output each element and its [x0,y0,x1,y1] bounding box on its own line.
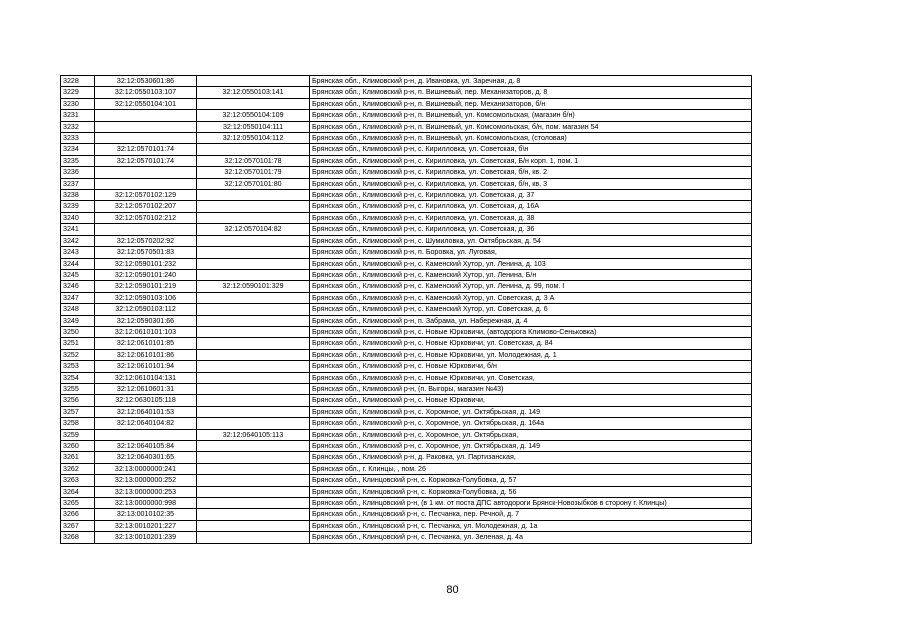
row-number-cell: 3231 [61,110,95,121]
address-cell: Брянская обл., Климовский р-н, с. Каменский Хутор, ул. Советская, д. 6 [310,304,752,315]
cadastral-number-cell: 32:12:0570501:83 [95,247,197,258]
row-number-cell: 3264 [61,486,95,497]
parent-cadastral-number-cell [197,304,310,315]
address-cell: Брянская обл., Клинцовский р-н, с. Коржовка-Голубовка, д. 56 [310,486,752,497]
row-number-cell: 3232 [61,121,95,132]
cadastral-number-cell: 32:13:0000000:252 [95,475,197,486]
row-number-cell: 3256 [61,395,95,406]
address-cell: Брянская обл., Климовский р-н, с. Кирилловка, ул. Советская, д. 37 [310,190,752,201]
cadastral-number-cell [95,224,197,235]
cadastral-number-cell: 32:12:0570102:129 [95,190,197,201]
table-row [61,121,752,132]
table-row [61,383,752,394]
parent-cadastral-number-cell: 32:12:0550104:111 [197,121,310,132]
parent-cadastral-number-cell [197,383,310,394]
row-number-cell: 3249 [61,315,95,326]
table-row [61,110,752,121]
address-cell: Брянская обл., Климовский р-н, с. Хоромное, ул. Октябрьская, д. 149 [310,406,752,417]
table-row [61,201,752,212]
cadastral-number-cell: 32:12:0530601:86 [95,76,197,87]
row-number-cell: 3259 [61,429,95,440]
row-number-cell: 3257 [61,406,95,417]
parent-cadastral-number-cell [197,235,310,246]
parent-cadastral-number-cell [197,372,310,383]
table-row [61,281,752,292]
cadastral-number-cell [95,133,197,144]
table-row [61,452,752,463]
cadastral-number-cell: 32:12:0610101:86 [95,349,197,360]
parent-cadastral-number-cell: 32:12:0590101:329 [197,281,310,292]
parent-cadastral-number-cell [197,144,310,155]
parent-cadastral-number-cell [197,361,310,372]
parent-cadastral-number-cell [197,486,310,497]
row-number-cell: 3244 [61,258,95,269]
row-number-cell: 3228 [61,76,95,87]
page-number: 80 [446,584,459,596]
table-row [61,190,752,201]
table-row [61,338,752,349]
table-row [61,269,752,280]
row-number-cell: 3267 [61,520,95,531]
table-row [61,509,752,520]
address-cell: Брянская обл., Климовский р-н, с. Каменский Хутор, ул. Ленина, д. 103 [310,258,752,269]
row-number-cell: 3250 [61,326,95,337]
cadastral-number-cell: 32:13:0010102:35 [95,509,197,520]
address-cell: Брянская обл., Климовский р-н, п. Забрама, ул. Набережная, д. 4 [310,315,752,326]
row-number-cell: 3234 [61,144,95,155]
address-cell: Брянская обл., Климовский р-н, с. Новые Юрковичи, ул. Молодежная, д. 1 [310,349,752,360]
table-row [61,395,752,406]
parent-cadastral-number-cell [197,201,310,212]
table-row [61,326,752,337]
row-number-cell: 3246 [61,281,95,292]
row-number-cell: 3253 [61,361,95,372]
cadastral-number-cell: 32:12:0570101:74 [95,155,197,166]
table-row [61,76,752,87]
cadastral-number-cell [95,429,197,440]
parent-cadastral-number-cell: 32:12:0570101:79 [197,167,310,178]
cadastral-number-cell: 32:12:0570102:207 [95,201,197,212]
cadastral-number-cell: 32:12:0610101:94 [95,361,197,372]
address-cell: Брянская обл., Климовский р-н, д. Ивановка, ул. Заречная, д. 8 [310,76,752,87]
table-row [61,498,752,509]
register-table-body [61,76,752,544]
parent-cadastral-number-cell [197,452,310,463]
cadastral-number-cell: 32:12:0590101:240 [95,269,197,280]
cadastral-number-cell [95,167,197,178]
table-row [61,98,752,109]
row-number-cell: 3238 [61,190,95,201]
table-row [61,167,752,178]
cadastral-number-cell: 32:13:0000000:253 [95,486,197,497]
table-row [61,304,752,315]
address-cell: Брянская обл., Климовский р-н, с. Новые Юрковичи, ул. Советская, [310,372,752,383]
row-number-cell: 3262 [61,463,95,474]
cadastral-number-cell: 32:12:0570101:74 [95,144,197,155]
table-row [61,361,752,372]
address-cell: Брянская обл., Климовский р-н, с. Кирилловка, ул. Советская, д. 36 [310,224,752,235]
parent-cadastral-number-cell [197,520,310,531]
cadastral-number-cell: 32:12:0640301:65 [95,452,197,463]
parent-cadastral-number-cell [197,247,310,258]
parent-cadastral-number-cell [197,406,310,417]
table-row [61,87,752,98]
table-row [61,258,752,269]
cadastral-number-cell: 32:12:0570202:92 [95,235,197,246]
row-number-cell: 3245 [61,269,95,280]
address-cell: Брянская обл., Климовский р-н, с. Кирилловка, ул. Советская, б/н, кв. 2 [310,167,752,178]
parent-cadastral-number-cell [197,269,310,280]
parent-cadastral-number-cell: 32:12:0550103:141 [197,87,310,98]
cadastral-number-cell: 32:12:0610104:131 [95,372,197,383]
row-number-cell: 3240 [61,212,95,223]
address-cell: Брянская обл., Климовский р-н, с. Каменский Хутор, ул. Ленина, Б/н [310,269,752,280]
address-cell: Брянская обл., Климовский р-н, п. Вишневый, ул. Комсомольская, (магазин б/н) [310,110,752,121]
table-row [61,292,752,303]
parent-cadastral-number-cell [197,258,310,269]
parent-cadastral-number-cell [197,475,310,486]
cadastral-number-cell: 32:12:0590103:106 [95,292,197,303]
cadastral-number-cell: 32:12:0640104:82 [95,418,197,429]
cadastral-number-cell: 32:12:0570102:212 [95,212,197,223]
cadastral-number-cell [95,121,197,132]
table-row [61,224,752,235]
row-number-cell: 3236 [61,167,95,178]
table-row [61,441,752,452]
table-row [61,247,752,258]
address-cell: Брянская обл., Климовский р-н, с. Каменский Хутор, ул. Советская, д. 3 А [310,292,752,303]
parent-cadastral-number-cell [197,190,310,201]
parent-cadastral-number-cell: 32:12:0550104:109 [197,110,310,121]
cadastral-number-cell: 32:12:0590301:66 [95,315,197,326]
parent-cadastral-number-cell: 32:12:0550104:112 [197,133,310,144]
parent-cadastral-number-cell [197,418,310,429]
row-number-cell: 3247 [61,292,95,303]
table-row [61,133,752,144]
row-number-cell: 3242 [61,235,95,246]
address-cell: Брянская обл., Климовский р-н, с. Новые Юрковичи, (автодорога Климово-Сеньковка) [310,326,752,337]
table-row [61,178,752,189]
address-cell: Брянская обл., Климовский р-н, п. Вишневый, пер. Механизаторов, б/н [310,98,752,109]
parent-cadastral-number-cell [197,338,310,349]
table-row [61,212,752,223]
cadastral-number-cell: 32:12:0640101:53 [95,406,197,417]
row-number-cell: 3258 [61,418,95,429]
parent-cadastral-number-cell: 32:12:0640105:113 [197,429,310,440]
row-number-cell: 3254 [61,372,95,383]
address-cell: Брянская обл., Климовский р-н, п. Вишневый, пер. Механизаторов, д. 8 [310,87,752,98]
cadastral-number-cell [95,178,197,189]
table-row [61,486,752,497]
cadastral-number-cell: 32:12:0610601:31 [95,383,197,394]
cadastral-number-cell [95,110,197,121]
parent-cadastral-number-cell [197,315,310,326]
cadastral-number-cell: 32:12:0610101:103 [95,326,197,337]
parent-cadastral-number-cell [197,395,310,406]
parent-cadastral-number-cell [197,326,310,337]
address-cell: Брянская обл., Климовский р-н, с. Новые Юрковичи, ул. Советская, д. 84 [310,338,752,349]
row-number-cell: 3230 [61,98,95,109]
address-cell: Брянская обл., Климовский р-н, с. Каменский Хутор, ул. Ленина, д. 99, пом. I [310,281,752,292]
address-cell: Брянская обл., Клинцовский р-н, с. Песчанка, ул. Молодежная, д. 1а [310,520,752,531]
row-number-cell: 3241 [61,224,95,235]
address-cell: Брянская обл., Климовский р-н, (п. Выгоры, магазин №43) [310,383,752,394]
row-number-cell: 3266 [61,509,95,520]
cadastral-number-cell: 32:12:0610101:85 [95,338,197,349]
row-number-cell: 3229 [61,87,95,98]
table-row [61,463,752,474]
table-row [61,406,752,417]
row-number-cell: 3248 [61,304,95,315]
row-number-cell: 3255 [61,383,95,394]
table-row [61,418,752,429]
row-number-cell: 3265 [61,498,95,509]
address-cell: Брянская обл., Клинцовский р-н, (в 1 км. от поста ДПС автодороги Брянск-Новозыбков в сторону г. Клинцы) [310,498,752,509]
address-cell: Брянская обл., Климовский р-н, с. Новые Юрковичи, [310,395,752,406]
parent-cadastral-number-cell [197,509,310,520]
cadastral-number-cell: 32:12:0550104:101 [95,98,197,109]
cadastral-number-cell: 32:12:0590101:219 [95,281,197,292]
cadastral-number-cell: 32:12:0590103:112 [95,304,197,315]
address-cell: Брянская обл., г. Клинцы, , пом. 26 [310,463,752,474]
row-number-cell: 3235 [61,155,95,166]
row-number-cell: 3251 [61,338,95,349]
cadastral-number-cell: 32:13:0000000:998 [95,498,197,509]
cadastral-number-cell: 32:13:0000000:241 [95,463,197,474]
parent-cadastral-number-cell [197,498,310,509]
cadastral-number-cell: 32:12:0590101:232 [95,258,197,269]
row-number-cell: 3237 [61,178,95,189]
row-number-cell: 3263 [61,475,95,486]
cadastral-number-cell: 32:12:0630105:118 [95,395,197,406]
address-cell: Брянская обл., Климовский р-н, с. Хоромное, ул. Октябрьская, д. 149 [310,441,752,452]
address-cell: Брянская обл., Климовский р-н, с. Кирилловка, ул. Советская, Б/н корп. 1, пом. 1 [310,155,752,166]
address-cell: Брянская обл., Климовский р-н, п. Вишневый, ул. Комсомольская, б/н, пом. магазин 54 [310,121,752,132]
address-cell: Брянская обл., Климовский р-н, с. Шумиловка, ул. Октябрьская, д. 54 [310,235,752,246]
table-row [61,144,752,155]
parent-cadastral-number-cell [197,532,310,543]
table-row [61,372,752,383]
address-cell: Брянская обл., Клинцовский р-н, с. Песчанка, пер. Речной, д. 7 [310,509,752,520]
table-row [61,532,752,543]
cadastral-number-cell: 32:13:0010201:239 [95,532,197,543]
cadastral-number-cell: 32:13:0010201:227 [95,520,197,531]
address-cell: Брянская обл., Климовский р-н, с. Кирилловка, ул. Советская, б/н, кв. 3 [310,178,752,189]
parent-cadastral-number-cell [197,76,310,87]
address-cell: Брянская обл., Климовский р-н, с. Хоромное, ул. Октябрьская, [310,429,752,440]
table-row [61,520,752,531]
address-cell: Брянская обл., Климовский р-н, д. Раковка, ул. Партизанская, [310,452,752,463]
parent-cadastral-number-cell [197,463,310,474]
property-register-table [60,75,752,544]
row-number-cell: 3260 [61,441,95,452]
table-row [61,155,752,166]
table-row [61,315,752,326]
parent-cadastral-number-cell: 32:12:0570101:78 [197,155,310,166]
cadastral-number-cell: 32:12:0640105:84 [95,441,197,452]
parent-cadastral-number-cell [197,349,310,360]
parent-cadastral-number-cell: 32:12:0570101:80 [197,178,310,189]
table-row [61,235,752,246]
table-row [61,349,752,360]
row-number-cell: 3261 [61,452,95,463]
parent-cadastral-number-cell [197,441,310,452]
row-number-cell: 3268 [61,532,95,543]
cadastral-number-cell: 32:12:0550103:107 [95,87,197,98]
table-row [61,429,752,440]
address-cell: Брянская обл., Климовский р-н, с. Кирилловка, ул. Советская, д. 16А [310,201,752,212]
parent-cadastral-number-cell: 32:12:0570104:82 [197,224,310,235]
address-cell: Брянская обл., Климовский р-н, с. Новые Юрковичи, б/н [310,361,752,372]
address-cell: Брянская обл., Клинцовский р-н, с. Коржовка-Голубовка, д. 57 [310,475,752,486]
parent-cadastral-number-cell [197,98,310,109]
row-number-cell: 3252 [61,349,95,360]
address-cell: Брянская обл., Климовский р-н, с. Хоромное, ул. Октябрьская, д. 164а [310,418,752,429]
parent-cadastral-number-cell [197,212,310,223]
table-row [61,475,752,486]
row-number-cell: 3239 [61,201,95,212]
address-cell: Брянская обл., Климовский р-н, п. Боровка, ул. Луговая, [310,247,752,258]
row-number-cell: 3243 [61,247,95,258]
address-cell: Брянская обл., Клинцовский р-н, с. Песчанка, ул. Зеленая, д. 4а [310,532,752,543]
address-cell: Брянская обл., Климовский р-н, п. Вишневый, ул. Комсомольская, (столовая) [310,133,752,144]
parent-cadastral-number-cell [197,292,310,303]
row-number-cell: 3233 [61,133,95,144]
address-cell: Брянская обл., Климовский р-н, с. Кирилловка, ул. Советская, д. 38 [310,212,752,223]
address-cell: Брянская обл., Климовский р-н, с. Кирилловка, ул. Советская, б\н [310,144,752,155]
